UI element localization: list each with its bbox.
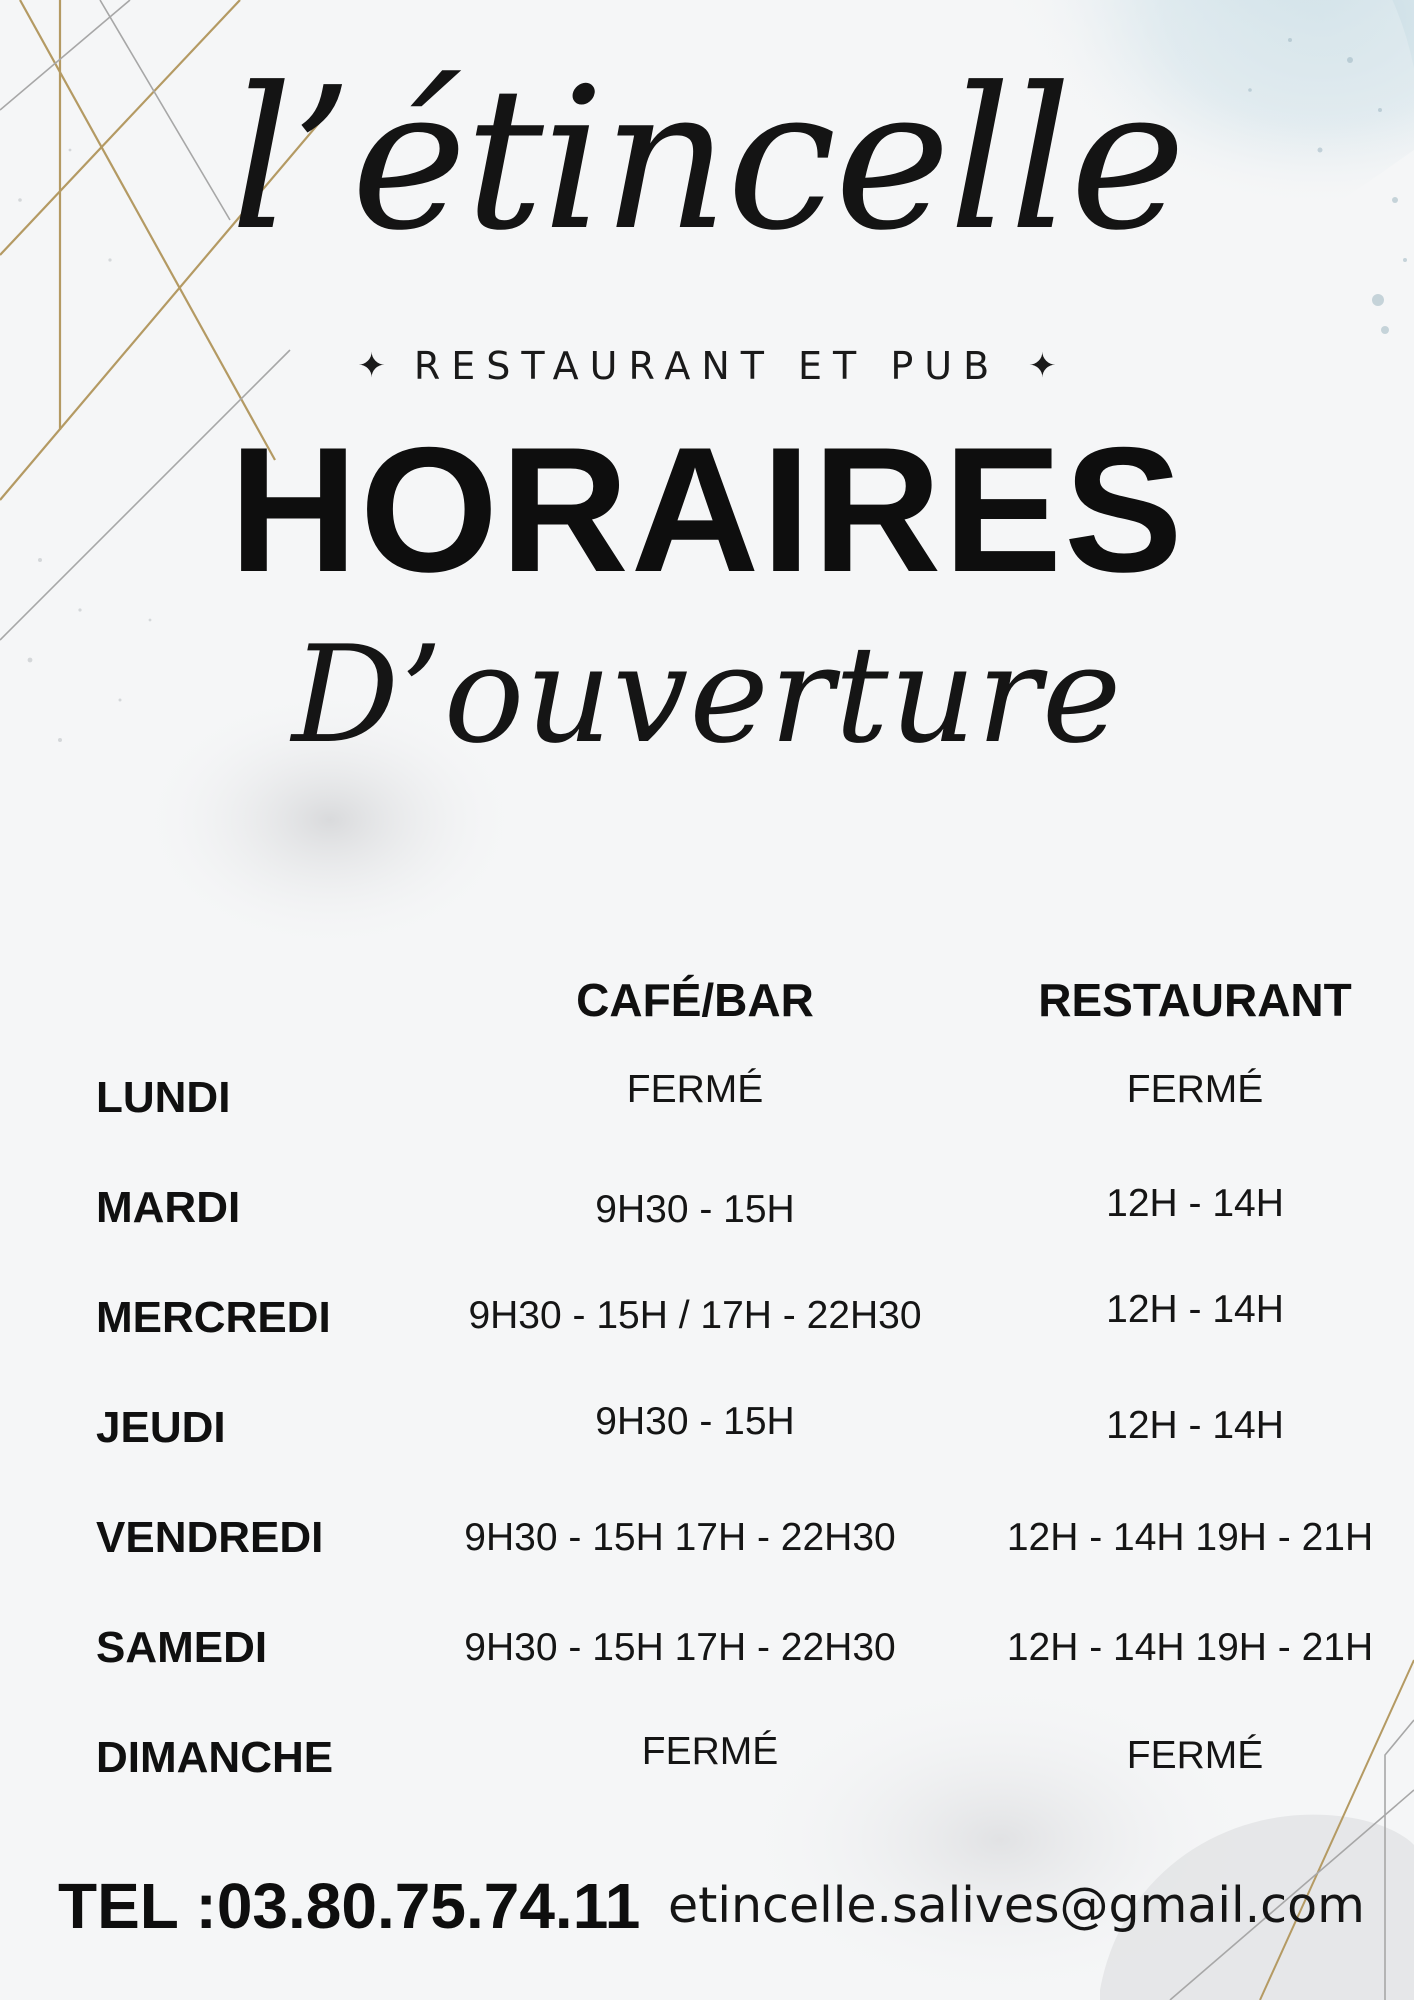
cafe-bar-hours: 9H30 - 15H [595, 1188, 795, 1231]
brand-logo: l’étincelle [230, 46, 1184, 274]
cafe-bar-hours: 9H30 - 15H / 17H - 22H30 [468, 1294, 922, 1337]
schedule-row [0, 1398, 1414, 1458]
schedule-row [0, 1728, 1414, 1788]
schedule-row [0, 1288, 1414, 1348]
restaurant-hours: 12H - 14H 19H - 21H [1006, 1626, 1374, 1669]
email-address[interactable]: etincelle.salives@gmail.com [668, 1877, 1365, 1934]
column-header-cafe-bar: CAFÉ/BAR [576, 974, 814, 1026]
column-header-restaurant: RESTAURANT [1038, 974, 1352, 1026]
cafe-bar-hours: FERMÉ [626, 1068, 764, 1111]
schedule-row [0, 1618, 1414, 1678]
cafe-bar-hours: 9H30 - 15H [595, 1400, 795, 1443]
schedule-row [0, 1508, 1414, 1568]
sparkle-icon: ✦ [357, 346, 386, 386]
cafe-bar-hours: 9H30 - 15H 17H - 22H30 [464, 1626, 896, 1669]
cafe-bar-hours: FERMÉ [641, 1730, 779, 1773]
restaurant-hours: FERMÉ [1126, 1734, 1264, 1777]
day-label: SAMEDI [96, 1623, 268, 1672]
restaurant-hours: 12H - 14H [1106, 1182, 1284, 1225]
day-label: MERCREDI [96, 1293, 331, 1342]
restaurant-hours: 12H - 14H [1106, 1404, 1284, 1447]
cafe-bar-hours: 9H30 - 15H 17H - 22H30 [464, 1516, 896, 1559]
day-label: VENDREDI [96, 1513, 324, 1562]
sparkle-icon: ✦ [1028, 346, 1057, 386]
brand-tagline-row [0, 340, 1414, 392]
day-label: DIMANCHE [96, 1733, 334, 1782]
page-title: HORAIRES [229, 410, 1185, 609]
page-subtitle: D’ouverture [291, 617, 1123, 773]
day-label: JEUDI [96, 1403, 226, 1452]
restaurant-hours: 12H - 14H [1106, 1288, 1284, 1331]
schedule-row [0, 1068, 1414, 1128]
day-label: MARDI [96, 1183, 241, 1232]
day-label: LUNDI [96, 1073, 231, 1122]
restaurant-hours: 12H - 14H 19H - 21H [1006, 1516, 1374, 1559]
schedule-row [0, 1178, 1414, 1238]
restaurant-hours: FERMÉ [1126, 1068, 1264, 1111]
brand-tagline: RESTAURANT ET PUB [413, 344, 1001, 388]
phone-number: TEL :03.80.75.74.11 [58, 1870, 641, 1942]
